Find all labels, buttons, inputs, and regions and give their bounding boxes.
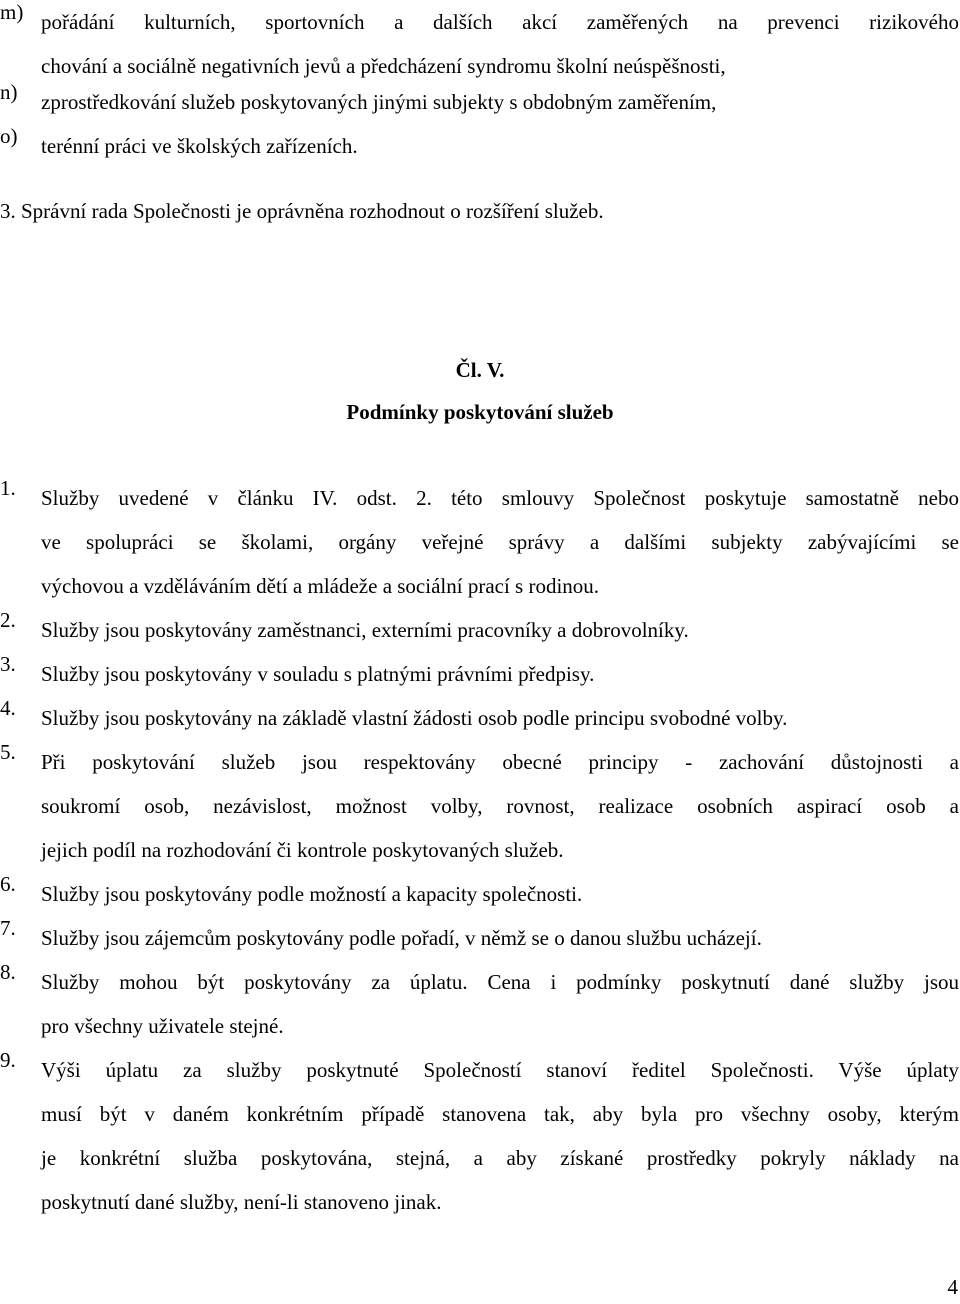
list-text [41,124,959,168]
list-label: m) [0,0,24,24]
text-line: chování a sociálně negativních jevů a předcházení syndromu školní neúspěšnosti, [41,54,726,78]
text-line: pro všechny uživatele stejné. [41,1014,284,1038]
text-line: výchovou a vzděláváním dětí a mládeže a sociální prací s rodinou. [41,574,600,598]
point-label: 6. [0,872,16,896]
point-label: 1. [0,476,16,500]
section-3-paragraph: 3. Správní rada Společnosti je oprávněna rozhodnout o rozšíření služeb. [0,199,604,223]
page-number: 4 [947,1275,958,1299]
text-line: zprostředkování služeb poskytovaných jinými subjekty s obdobným zaměřením, [41,90,717,114]
point-label: 5. [0,740,16,764]
list-text [41,0,959,88]
point-text [41,960,959,1048]
point-label: 9. [0,1048,16,1072]
text-line: je konkrétní služba poskytována, stejná, a aby získané prostředky pokryly náklady na [41,1146,959,1170]
point-text [41,696,959,740]
text-line: soukromí osob, nezávislost, možnost volby, rovnost, realizace osobních aspirací osob a [41,794,959,818]
text-line: musí být v daném konkrétním případě stanovena tak, aby byla pro všechny osoby, kterým [41,1102,959,1126]
point-text [41,608,959,652]
list-label: o) [0,124,18,148]
list-label: n) [0,80,18,104]
point-text [41,476,959,608]
text-line: Služby jsou poskytovány podle možností a kapacity společnosti. [41,882,583,906]
point-label: 4. [0,696,16,720]
list-text [41,80,959,124]
text-line: jejich podíl na rozhodování či kontrole poskytovaných služeb. [41,838,564,862]
point-text [41,1048,959,1224]
point-label: 3. [0,652,16,676]
article-title: Podmínky poskytování služeb [346,400,614,424]
point-text [41,740,959,872]
point-text [41,916,959,960]
text-line: ve spolupráci se školami, orgány veřejné správy a dalšími subjekty zabývajícími se [41,530,959,554]
text-line: Služby jsou zájemcům poskytovány podle pořadí, v němž se o danou službu ucházejí. [41,926,762,950]
text-line: pořádání kulturních, sportovních a dalších akcí zaměřených na prevenci rizikového [41,10,959,34]
text-line: Při poskytování služeb jsou respektovány obecné principy - zachování důstojnosti a [41,750,959,774]
text-line: Služby mohou být poskytovány za úplatu. Cena i podmínky poskytnutí dané služby jsou [41,970,959,994]
text-line: Služby jsou poskytovány zaměstnanci, externími pracovníky a dobrovolníky. [41,618,689,642]
point-text [41,652,959,696]
article-number: Čl. V. [455,358,505,382]
text-line: Výši úplatu za služby poskytnuté Společností stanoví ředitel Společnosti. Výše úplaty [41,1058,959,1082]
text-line: terénní práci ve školských zařízeních. [41,134,358,158]
text-line: Služby jsou poskytovány v souladu s platnými právními předpisy. [41,662,595,686]
point-label: 2. [0,608,16,632]
text-line: Služby jsou poskytovány na základě vlastní žádosti osob podle principu svobodné volby. [41,706,788,730]
point-label: 7. [0,916,16,940]
point-text [41,872,959,916]
text-line: poskytnutí dané služby, není-li stanoveno jinak. [41,1190,442,1214]
text-line: Služby uvedené v článku IV. odst. 2. této smlouvy Společnost poskytuje samostatně nebo [41,486,959,510]
point-label: 8. [0,960,16,984]
